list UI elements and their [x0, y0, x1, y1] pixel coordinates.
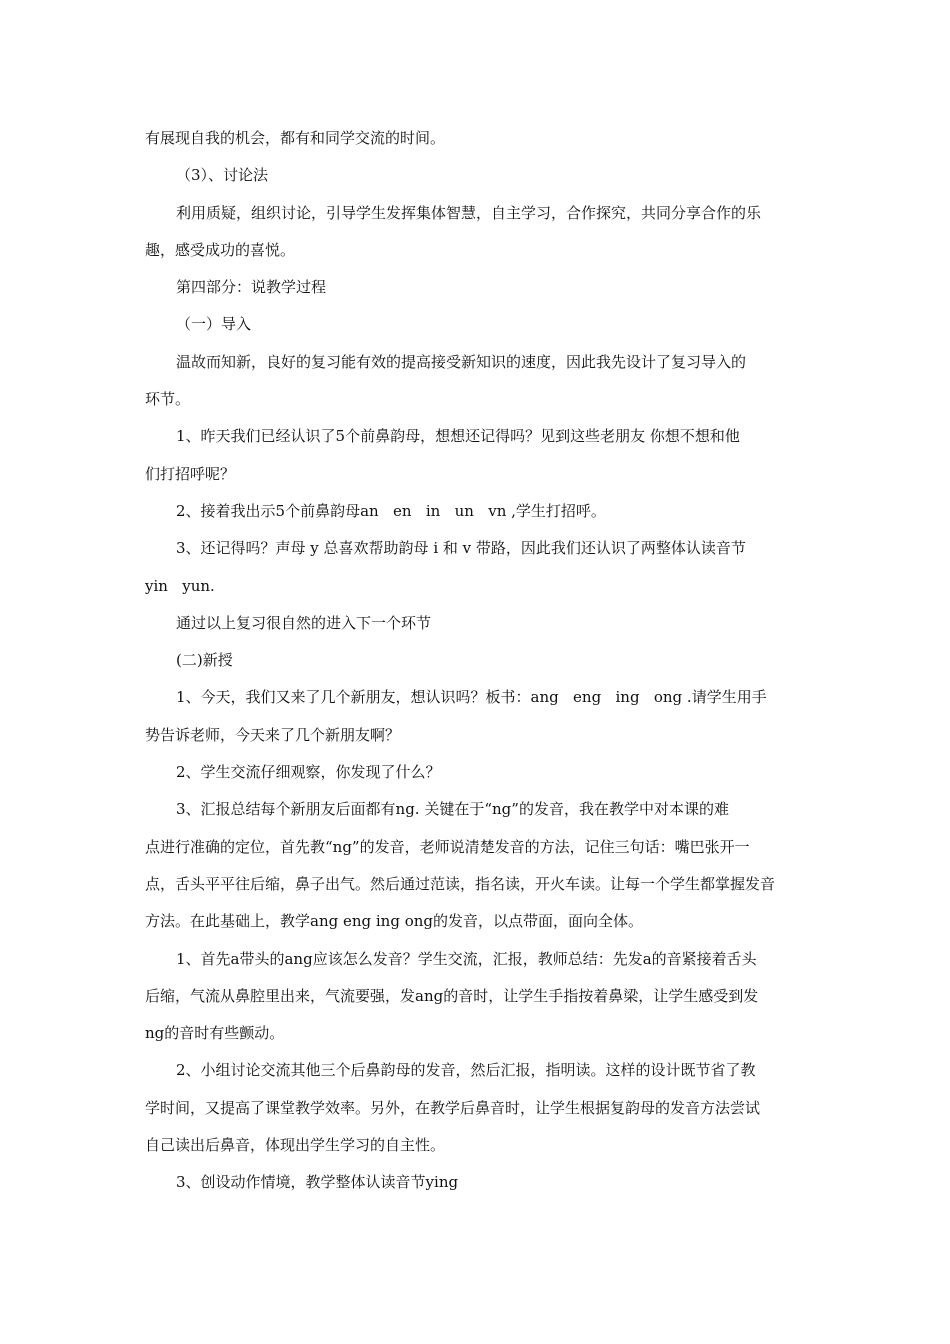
text-line: 第四部分：说教学过程 — [176, 278, 327, 297]
paragraph — [145, 344, 807, 419]
text-line: yin yun. — [145, 576, 215, 595]
paragraph — [145, 605, 807, 642]
paragraph — [145, 642, 807, 679]
paragraph — [145, 679, 807, 754]
text-line: 1、今天，我们又来了几个新朋友，想认识吗？板书：ang eng ing ong .请学生用手 — [176, 688, 767, 707]
paragraph — [145, 1052, 807, 1164]
text-line: 势告诉老师，今天来了几个新朋友啊？ — [145, 725, 401, 744]
text-line: ng的音时有些颤动。 — [145, 1024, 285, 1043]
text-line: 3、创设动作情境，教学整体认读音节ying — [176, 1173, 459, 1192]
text-line: (二)新授 — [176, 651, 233, 670]
text-line: 方法。在此基础上，教学ang eng ing ong的发音，以点带面，面向全体。 — [145, 912, 644, 931]
text-line: 2、接着我出示5个前鼻韵母an en in un vn ,学生打招呼。 — [176, 501, 606, 520]
text-line: 1、昨天我们已经认识了5个前鼻韵母，想想还记得吗？见到这些老朋友 你想不想和他 — [176, 427, 740, 446]
text-line: 后缩，气流从鼻腔里出来，气流要强，发ang的音时，让学生手指按着鼻梁，让学生感受到发 — [145, 986, 759, 1005]
text-line: 点进行准确的定位，首先教“ng”的发音，老师说清楚发音的方法，记住三句话：嘴巴张开一 — [145, 837, 750, 856]
text-line: 趣，感受成功的喜悦。 — [145, 240, 296, 259]
text-line: 通过以上复习很自然的进入下一个环节 — [176, 613, 432, 632]
text-line: 3、汇报总结每个新朋友后面都有ng. 关键在于“ng”的发音，我在教学中对本课的难 — [176, 800, 729, 819]
text-line: 环节。 — [145, 390, 191, 409]
text-line: 2、小组讨论交流其他三个后鼻韵母的发音，然后汇报，指明读。这样的设计既节省了教 — [176, 1061, 756, 1080]
paragraph — [145, 791, 807, 940]
text-line: 自己读出后鼻音，体现出学生学习的自主性。 — [145, 1136, 446, 1155]
paragraph — [145, 306, 807, 343]
paragraph — [145, 754, 807, 791]
paragraph — [145, 120, 807, 157]
text-line: 有展现自我的机会，都有和同学交流的时间。 — [145, 129, 446, 147]
paragraph — [145, 941, 807, 1053]
paragraph — [145, 418, 807, 493]
text-line: 1、首先a带头的ang应该怎么发音？学生交流，汇报，教师总结：先发a的音紧接着舌头 — [176, 949, 757, 968]
text-line: 点，舌头平平往后缩，鼻子出气。然后通过范读，指名读，开火车读。让每一个学生都掌握发音 — [145, 874, 776, 893]
paragraph — [145, 1164, 807, 1201]
paragraph — [145, 530, 807, 605]
text-line: 温故而知新，良好的复习能有效的提高接受新知识的速度，因此我先设计了复习导入的 — [176, 352, 747, 371]
paragraph — [145, 269, 807, 306]
text-line: （3）、讨论法 — [176, 166, 269, 185]
text-line: （一）导入 — [176, 315, 252, 334]
text-line: 利用质疑，组织讨论，引导学生发挥集体智慧，自主学习，合作探究，共同分享合作的乐 — [176, 203, 762, 222]
text-line: 学时间，又提高了课堂教学效率。另外，在教学后鼻音时，让学生根据复韵母的发音方法尝试 — [145, 1098, 761, 1117]
paragraph — [145, 157, 807, 194]
text-line: 们打招呼呢？ — [145, 464, 236, 483]
paragraph — [145, 493, 807, 530]
text-line: 2、学生交流仔细观察，你发现了什么？ — [176, 763, 441, 782]
document-body — [145, 120, 807, 1202]
text-line: 3、还记得吗？声母 y 总喜欢帮助韵母 i 和 v 带路，因此我们还认识了两整体认读音节 — [176, 539, 746, 558]
paragraph — [145, 195, 807, 270]
